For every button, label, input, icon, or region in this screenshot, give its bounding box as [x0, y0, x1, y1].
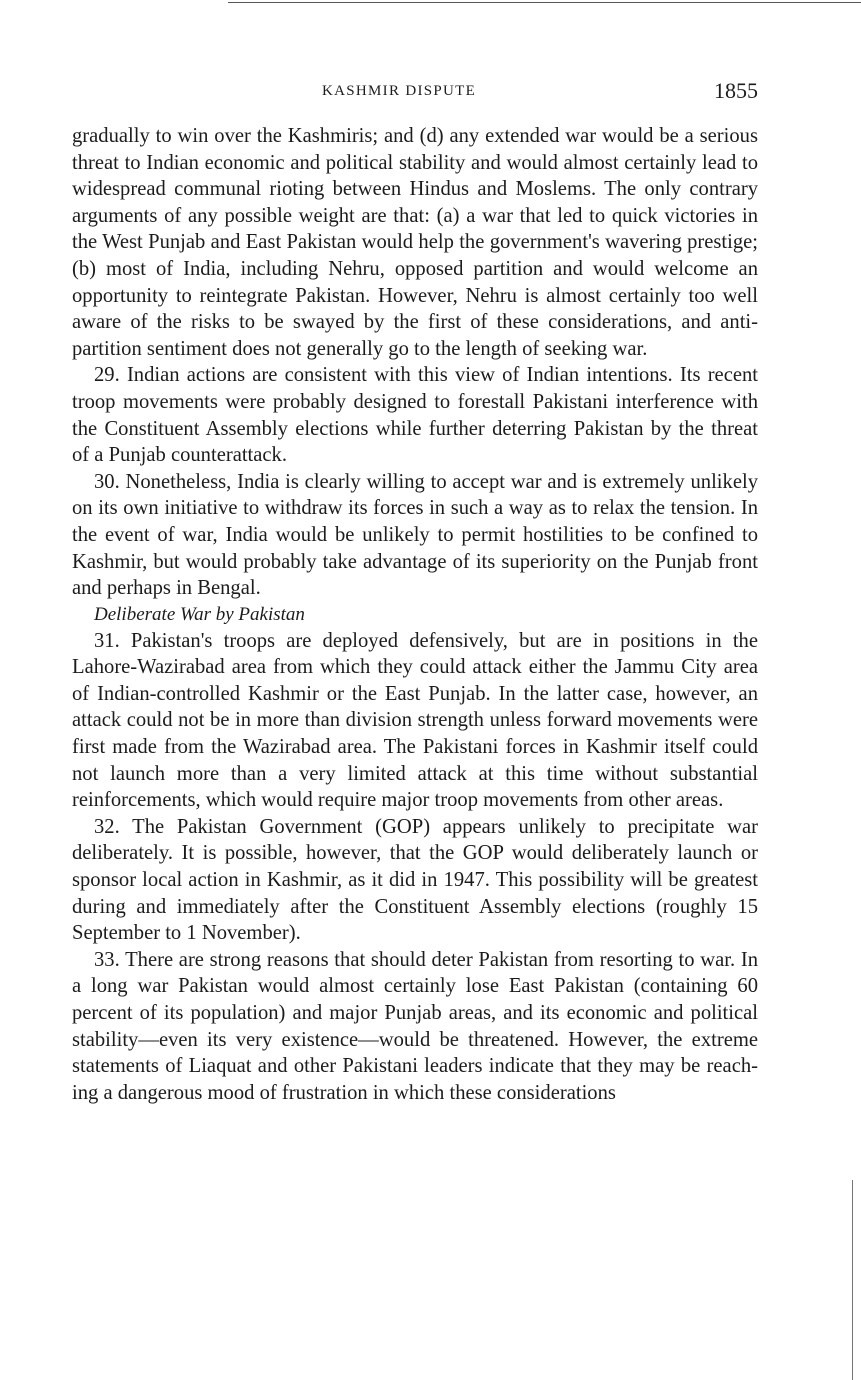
paragraph-33: 33. There are strong reasons that should deter Pakistan from resorting to war. In a long war Pakistan would almost certainly lose East Pakistan (containing 60 percent of its population) and major Punjab areas, and its economic and political stability—even its very existence—would be threatened. However, the extreme statements of Liaquat and other Pakistani leaders indicate that they may be reaching a dangerous mood of frustration in which these considerations: [72, 948, 758, 1104]
page-header: [72, 78, 758, 108]
running-head: KASHMIR DISPUTE: [322, 83, 477, 99]
top-rule: [228, 2, 861, 3]
page-body: [72, 123, 758, 1106]
section-heading: Deliberate War by Pakistan: [94, 603, 305, 625]
paragraph-29: 29. Indian actions are consistent with this view of Indian intentions. Its recent troop movements were probably designed to forestall Pakistani interference with the Constituent Assembly elections while further deterring Pakistan by the threat of a Punjab counterattack.: [72, 364, 758, 467]
edge-rule: [852, 1180, 853, 1380]
paragraph-32: 32. The Pakistan Government (GOP) appears unlikely to precipitate war deliberately. It is possible, however, that the GOP would deliberately launch or sponsor local action in Kashmir, as it did in 1947. This possibility will be greatest during and immediately after the Constituent Assembly elections (roughly 15 September to 1 November).: [72, 815, 758, 945]
page-number: 1855: [714, 78, 758, 103]
paragraph-30: 30. Nonetheless, India is clearly willing to accept war and is extremely unlikely on its own initiative to withdraw its forces in such a way as to relax the tension. In the event of war, India would be unlikely to permit hostilities to be confined to Kashmir, but would probably take advantage of its superiority on the Punjab front and perhaps in Bengal.: [72, 470, 758, 600]
paragraph-31: 31. Pakistan's troops are deployed defensively, but are in positions in the Lahore-Wazirabad area from which they could attack either the Jammu City area of Indian-controlled Kashmir or the East Punjab. In the latter case, however, an attack could not be in more than division strength unless forward movements were first made from the Wazirabad area. The Pakistani forces in Kashmir itself could not launch more than a very limited attack at this time without substantial reinforcements, which would require major troop movements from other areas.: [72, 629, 758, 812]
paragraph-continued: gradually to win over the Kashmiris; and (d) any extended war would be a serious threat to Indian economic and political stability and would almost certainly lead to widespread communal rioting between Hindus and Moslems. The only contrary arguments of any possible weight are that: (a) a war that led to quick victories in the West Punjab and East Pakistan would help the government's wavering prestige; (b) most of India, including Nehru, opposed partition and would welcome an opportunity to reintegrate Pakistan. However, Nehru is almost certainly too well aware of the risks to be swayed by the first of these considerations, and anti-partition sentiment does not generally go to the length of seeking war.: [72, 125, 758, 360]
